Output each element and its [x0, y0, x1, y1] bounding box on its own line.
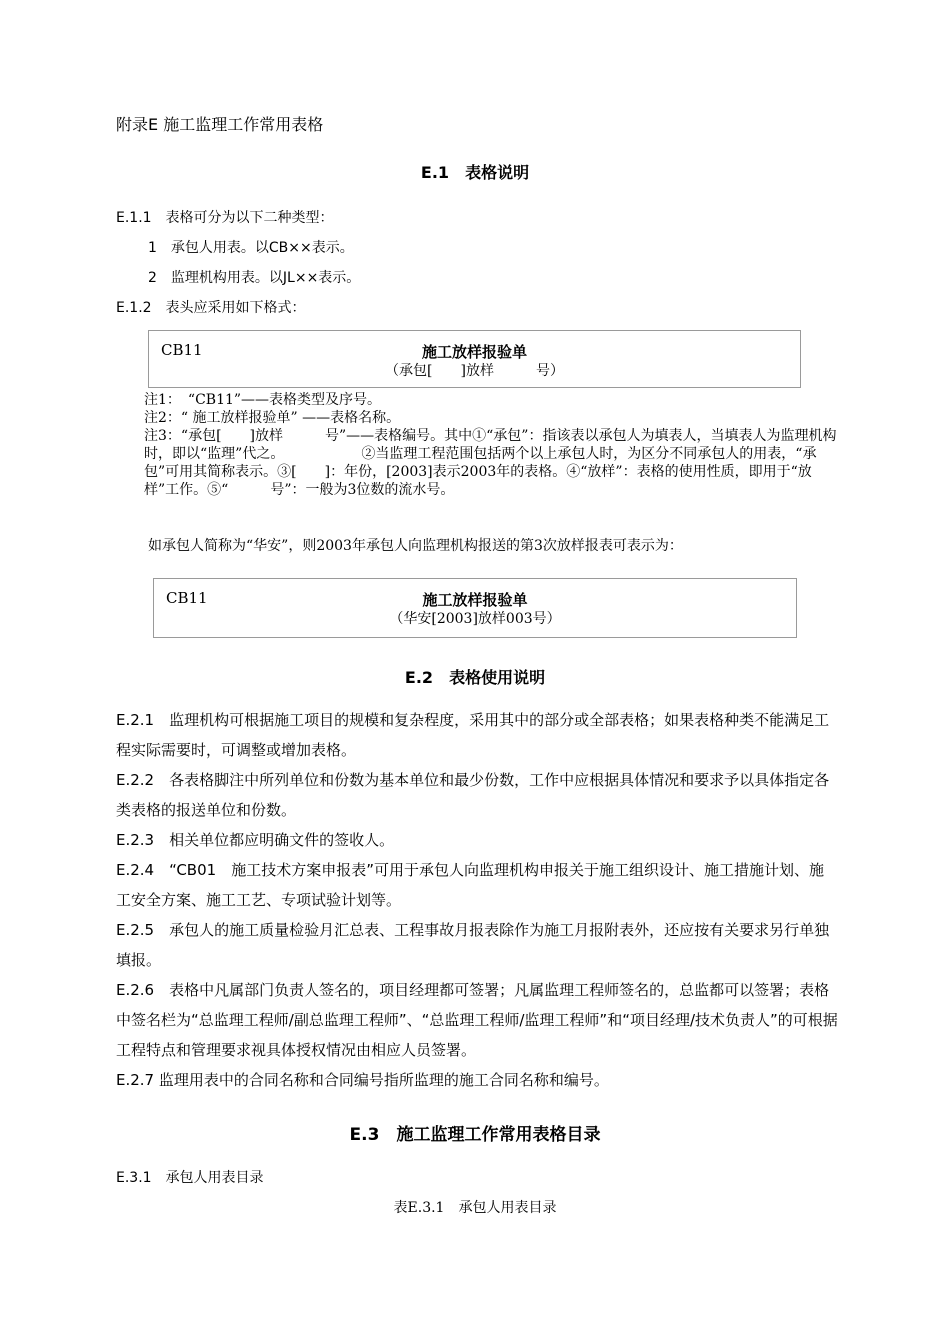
header-example-box-2 [153, 578, 797, 638]
table-caption: 表E.3.1 承包人用表目录 [393, 1200, 557, 1216]
form-number: （承包[ ]放样 号） [385, 363, 564, 379]
appendix-title: 附录E 施工监理工作常用表格 [116, 115, 324, 134]
notes-block [144, 391, 844, 499]
form-code: CB11 [166, 589, 208, 607]
form-title: 施工放样报验单 [421, 343, 527, 361]
list-item-1: 1 承包人用表。以CB××表示。 [148, 240, 354, 256]
header-example-box-1 [148, 330, 801, 388]
clause-e111: E.1.1 表格可分为以下二种类型： [116, 210, 334, 226]
section-e3-heading: E.3 施工监理工作常用表格目录 [349, 1125, 601, 1145]
section-e1-heading: E.1 表格说明 [420, 163, 530, 182]
clause-e223: E.2.3 相关单位都应明确文件的签收人。 [116, 831, 395, 849]
form-number: （华安[2003]放样003号） [389, 611, 561, 627]
note-3: 注3：“承包[ ]放样 号”——表格编号。其中①“承包”：指该表以承包人为填表人，当填表人为监理机构时，即以“监理”代之。 ②当监理工程范围包括两个以上承包人时，为区分不同承包人的用表，“承包”可用其简称表示。③[ ]：年份，[2003]表示2003年的表格。④“放样”：表格的使用性质，即用于“放样”工作。⑤“ 号”：一般为3位数的流水号。 [144, 428, 837, 498]
clause-e225: E.2.5 承包人的施工质量检验月汇总表、工程事故月报表除作为施工月报附表外，还应按有关要求另行单独填报。 [116, 921, 830, 969]
note-1: 注1： “CB11”——表格类型及序号。 [144, 392, 382, 408]
clause-e222: E.2.2 各表格脚注中所列单位和份数为基本单位和最少份数，工作中应根据具体情况和要求予以具体指定各类表格的报送单位和份数。 [116, 771, 830, 819]
list-item-2: 2 监理机构用表。以JL××表示。 [148, 270, 361, 286]
clause-e224: E.2.4 “CB01 施工技术方案申报表”可用于承包人向监理机构申报关于施工组织设计、施工措施计划、施工安全方案、施工工艺、专项试验计划等。 [116, 861, 824, 909]
clause-e227: E.2.7 监理用表中的合同名称和合同编号指所监理的施工合同名称和编号。 [116, 1071, 609, 1089]
form-title: 施工放样报验单 [422, 591, 528, 609]
note-2: 注2：“ 施工放样报验单” ——表格名称。 [144, 410, 401, 426]
clause-e331: E.3.1 承包人用表目录 [116, 1170, 264, 1186]
clause-e226: E.2.6 表格中凡属部门负责人签名的，项目经理都可签署；凡属监理工程师签名的，总监都可以签署；表格中签名栏为“总监理工程师/副总监理工程师”、“总监理工程师/监理工程师”和“项目经理/技术负责人”的可根据工程特点和管理要求视具体授权情况由相应人员签署。 [116, 981, 838, 1059]
example-sentence: 如承包人简称为“华安”，则2003年承包人向监理机构报送的第3次放样报表可表示为： [148, 538, 683, 554]
section-e2-heading: E.2 表格使用说明 [404, 668, 546, 687]
clause-e112: E.1.2 表头应采用如下格式： [116, 300, 306, 316]
form-code: CB11 [161, 341, 203, 359]
clause-e221: E.2.1 监理机构可根据施工项目的规模和复杂程度，采用其中的部分或全部表格；如果表格种类不能满足工程实际需要时，可调整或增加表格。 [116, 711, 830, 759]
